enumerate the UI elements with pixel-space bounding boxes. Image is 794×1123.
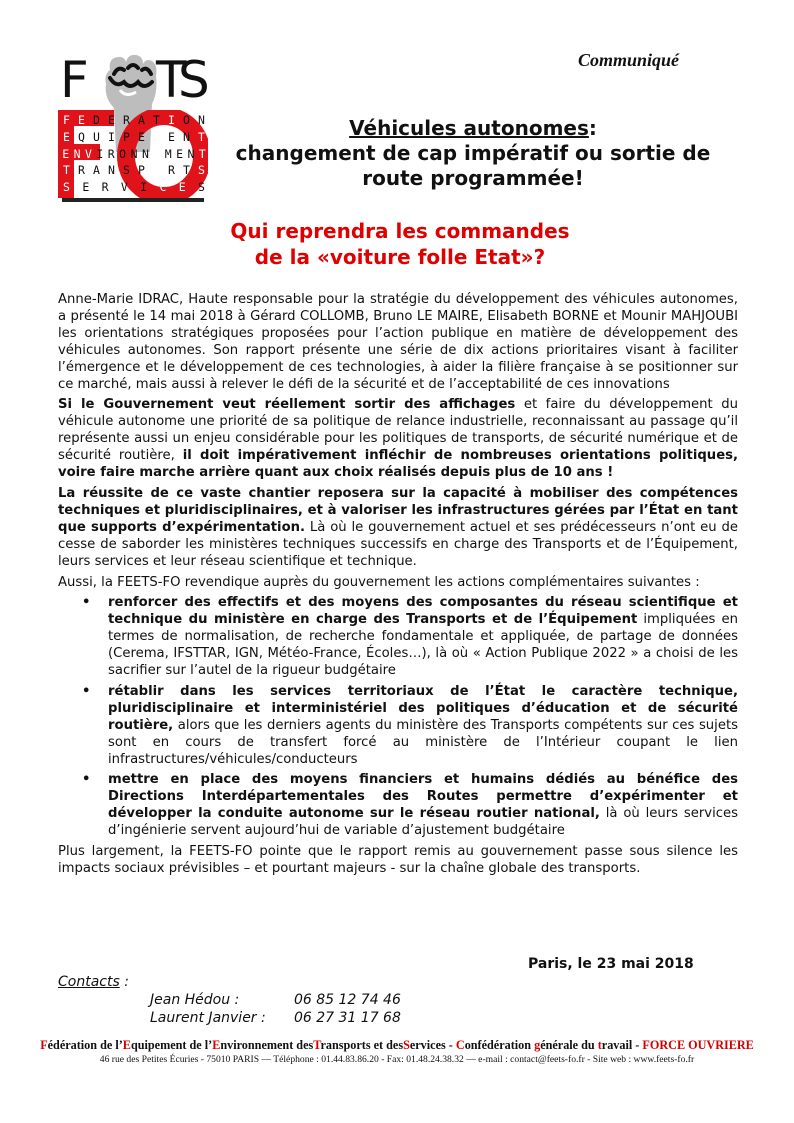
paragraph-government-bold2: il doit impérativement infléchir de nombreuses orientations politiques, voire faire marche arrière quant aux choix réalisés depuis plus de 10 ans ! <box>58 448 738 481</box>
list-item-bold: rétablir dans les services territoriaux de l’État le caractère technique, pluridisciplinaire et interministériel des politiques d’éducation et de sécurité routière, <box>108 683 738 733</box>
paragraph-government <box>58 397 738 482</box>
contacts-label: Contacts <box>58 974 120 990</box>
contact-phone[interactable]: 06 27 31 17 68 <box>294 1010 401 1026</box>
logo-letter-f: F <box>60 51 89 109</box>
contacts-label-suffix: : <box>119 974 129 990</box>
paragraph-government-bold1: Si le Gouvernement veut réellement sortir des affichages <box>58 397 516 413</box>
bullet-icon: • <box>82 683 91 699</box>
contact-phone[interactable]: 06 85 12 74 46 <box>294 992 401 1008</box>
subtitle-line1: Qui reprendra les commandes <box>230 219 570 243</box>
paragraph-success-bold: La réussite de ce vaste chantier reposera sur la capacité à mobiliser des compétences techniques et pluridisciplinaires, et à valoriser les infrastructures gérées par l’État en tant que supports d’expérimentation. <box>58 485 738 535</box>
title-line1-colon: : <box>588 116 597 140</box>
paragraph-government-text: et faire du développement du véhicule autonome une priorité de sa politique de relance industrielle, reconnaissant au passage qu’il représente aussi un enjeu considérable pour les politiques de transports, de sécurité numérique et de sécurité routière, <box>58 397 738 464</box>
document-type-label: Communiqué <box>578 50 680 70</box>
footer-segment: édération de l’ <box>47 1038 123 1052</box>
footer-segment: quipement de l’ <box>130 1038 213 1052</box>
footer-organization-name <box>0 1038 794 1053</box>
list-item-bold: mettre en place des moyens financiers et humains dédiés au bénéfice des Directions Interdépartementales des Routes permettre d’expérimenter et développer la conduite autonome sur le réseau routier national, <box>108 772 738 822</box>
footer-red-segment: E <box>212 1038 221 1052</box>
footer-red-segment: C <box>455 1038 465 1052</box>
bullet-icon: • <box>82 595 91 611</box>
paragraph-success <box>58 486 738 571</box>
contact-name: Laurent Janvier : <box>150 1010 266 1026</box>
logo-letter-s: S <box>178 51 210 109</box>
title-line2: changement de cap impératif ou sortie de <box>235 141 711 165</box>
title-line1-underlined: Véhicules autonomes <box>349 116 589 140</box>
footer-red-segment: g <box>534 1038 541 1052</box>
list-item-bold: renforcer des effectifs et des moyens des composantes du réseau scientifique et technique du ministère en charge des Transports et de l’Équipement <box>108 595 738 628</box>
demands-list <box>58 595 738 840</box>
contact-row <box>150 992 401 1008</box>
list-item-text: là où leurs services d’ingénierie servent aujourd’hui de variable d’ajustement budgétaire <box>108 806 738 839</box>
footer-address: 46 rue des Petites Écuries - 75010 PARIS — Téléphone : 01.44.83.86.20 - Fax: 01.48.24.38.32 — e-mail : contact@feets-fo.fr - Site web : www.feets-fo.fr <box>99 1054 695 1065</box>
footer-red-segment: E <box>122 1038 131 1052</box>
footer-segment: onfédération <box>464 1038 535 1052</box>
footer-red-segment: T <box>313 1038 321 1052</box>
list-item <box>82 772 738 840</box>
footer-segment: nvironnement des <box>220 1038 314 1052</box>
paragraph-conclusion: Plus largement, la FEETS-FO pointe que le rapport remis au gouvernement passe sous silence les impacts sociaux prévisibles – et pourtant majeurs - sur la chaîne globale des transports. <box>58 844 738 876</box>
footer-red-segment: t <box>597 1038 602 1052</box>
contact-row <box>150 1010 401 1026</box>
footer-segment: ravail - <box>601 1038 643 1052</box>
signature-date: Paris, le 23 mai 2018 <box>528 956 694 972</box>
footer-red-segment: FORCE OUVRIERE <box>642 1038 754 1052</box>
logo-wordmark <box>58 52 208 108</box>
bullet-icon: • <box>82 772 91 788</box>
logo-letter-grid <box>60 112 208 196</box>
logo-row-equipement: E Q U I P E M E N T <box>63 129 205 144</box>
footer-segment: énérale du <box>540 1038 598 1052</box>
body-text <box>58 292 738 882</box>
list-item-text: alors que les derniers agents du ministère des Transports compétents sur ces sujets sont en cours de transfert forcé au ministère de l’Intérieur coupant le lien infrastructures/véhicules/conducteurs <box>108 717 738 767</box>
paragraph-intro: Anne-Marie IDRAC, Haute responsable pour la stratégie du développement des véhicules autonomes, a présenté le 14 mai 2018 à Gérard COLLOMB, Bruno LE MAIRE, Elisabeth BORNE et Mounir MAHJOUBI les orientations stratégiques proposées pour l’action publique en matière de développement des véhicules autonomes. Son rapport présente une série de dix actions prioritaires visant à faciliter l’émergence et le développement de ces technologies, à aider la filière française à se positionner sur ce marché, mais aussi à relever le défi de la sécurité et de l’acceptabilité de ces innovations <box>58 292 738 392</box>
list-item <box>82 595 738 680</box>
contacts-heading <box>58 974 129 990</box>
logo-row-environnement: E N V I R O N N E M E N T <box>62 146 206 161</box>
paragraph-success-text: Là où le gouvernement actuel et ses prédécesseurs n’ont eu de cesse de saborder les ministères techniques successifs en charge des Transports et de l’Équipement, leurs services et leur réseau scientifique et technique. <box>58 519 738 569</box>
footer-red-segment: F <box>40 1038 48 1052</box>
footer-red-segment: S <box>403 1038 410 1052</box>
footer-segment: ervices - <box>409 1038 456 1052</box>
feets-fo-logo <box>58 52 208 204</box>
logo-row-services: S E R V I C E S <box>63 180 205 195</box>
list-item-text: impliquées en termes de normalisation, de recherche fondamentale et appliquée, de partage de données (Cerema, IFSTTAR, IGN, Météo-France, Écoles…), là où « Action Publique 2022 » a choisi de les sacrifier sur l’autel de la rigueur budgétaire <box>108 612 738 679</box>
logo-underline <box>62 198 204 202</box>
title-line3: route programmée! <box>362 166 584 190</box>
paragraph-demands-intro: Aussi, la FEETS-FO revendique auprès du gouvernement les actions complémentaires suivantes : <box>58 574 700 590</box>
page-title <box>200 116 746 191</box>
logo-row-transport: T R A N S P O R T S <box>63 163 205 178</box>
logo-letter-t: T <box>156 51 187 109</box>
subtitle-line2: de la «voiture folle Etat»? <box>254 245 546 269</box>
subtitle <box>185 218 615 270</box>
list-item <box>82 683 738 769</box>
footer-segment: ransports et des <box>320 1038 404 1052</box>
contact-name: Jean Hédou : <box>150 992 240 1008</box>
logo-row-federation: F E D E R A T I O N <box>63 113 205 127</box>
